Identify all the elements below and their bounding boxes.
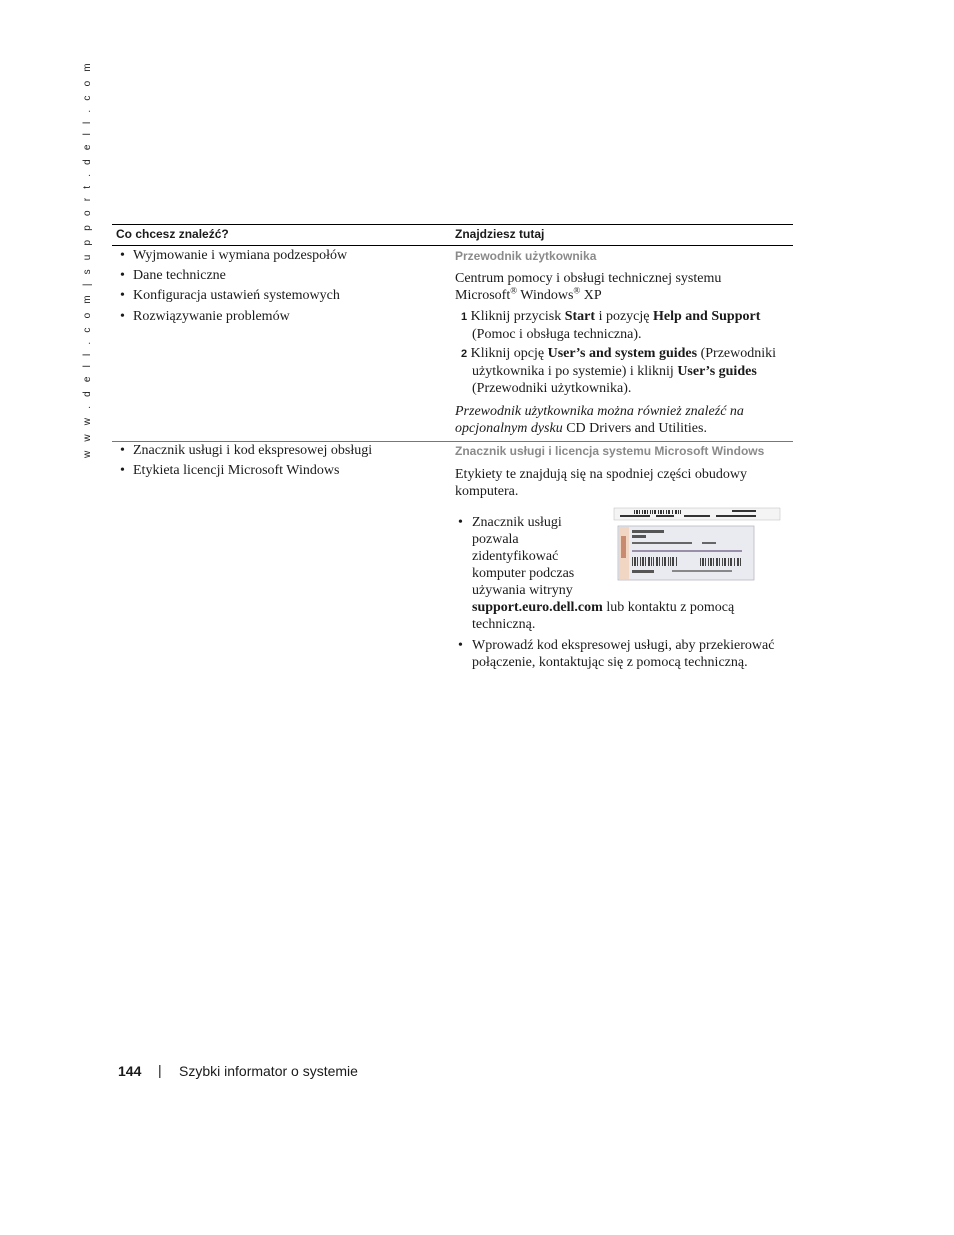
section-title-service-tag: Znacznik usługi i licencja systemu Microsoft Windows (455, 444, 765, 458)
row-divider (112, 441, 793, 442)
side-url-label: w w w . d e l l . c o m | s u p p o r t . d e l l . c o m (82, 60, 93, 458)
page-number: 144 (118, 1063, 142, 1079)
footer-separator: | (158, 1062, 162, 1078)
header-col2: Znajdziesz tutaj (455, 227, 545, 241)
header-col1: Co chcesz znaleźć? (116, 227, 229, 241)
intro-paragraph: Centrum pomocy i obsługi technicznej systemu Microsoft® Windows® XP (455, 271, 722, 303)
step-2: 2 Kliknij opcję User’s and system guides (Przewodniki użytkownika i po systemie) i kliknij User’s guides (Przewodniki użytkownika). (461, 346, 777, 396)
list-item: • Znacznik usługi pozwala zidentyfikować komputer podczas używania witryny support.euro.dell.com lub kontaktu z pomocą techniczną. (458, 515, 735, 632)
footer-title: Szybki informator o systemie (179, 1063, 358, 1079)
step-1: 1 Kliknij przycisk Start i pozycję Help and Support (Pomoc i obsługa techniczna). (461, 309, 761, 342)
header-rule (112, 245, 793, 246)
cd-note: Przewodnik użytkownika można również znaleźć na opcjonalnym dysku CD Drivers and Utilities. (455, 404, 744, 436)
labels-location-paragraph: Etykiety te znajdują się na spodniej części obudowy komputera. (455, 467, 747, 499)
section-title-user-guide: Przewodnik użytkownika (455, 249, 597, 263)
document-page: w w w . d e l l . c o m | s u p p o r t . d e l l . c o m Co chcesz znaleźć? Znajdziesz tutaj • Wyjmowanie i wymiana podzespołów • Dane techniczne • Konfiguracja ustawień systemowych • Rozwiązywanie problemów Przewodnik użytkownika Centrum pomocy i obsługi technicznej systemu Microsoft® Windows® XP 1 Kliknij przycisk Start i pozycję Help and Support (Pomoc i obsługa techniczna). 2 Kliknij opcję User’s and system guides (Przewodniki użytkownika i po systemie) i kliknij User’s guides (Przewodniki użytkownika). Przewodnik użytkownika można również znaleźć na opcjonalnym dysku CD Drivers and Utilities. • Znacznik usługi i kod ekspresowej obsługi • Etykieta licencji Microsoft Windows Znacznik usługi i licencja systemu Microsoft Windows Etykiety te znajdują się na spodniej części obudowy komputera. • Znacznik usługi pozwala zidentyfikować komputer podczas używania witryny support.euro.dell.com lub kontaktu z pomocą techniczną. • Wprowadź kod ekspresowej usługi, aby przekierować połączenie, kontaktując się z pomocą techniczną. 144 | Szybki informator o systemie (0, 0, 954, 1235)
list-item: • Wprowadź kod ekspresowej usługi, aby przekierować połączenie, kontaktując się z pomocą techniczną. (458, 638, 775, 670)
table-top-rule (112, 224, 793, 225)
